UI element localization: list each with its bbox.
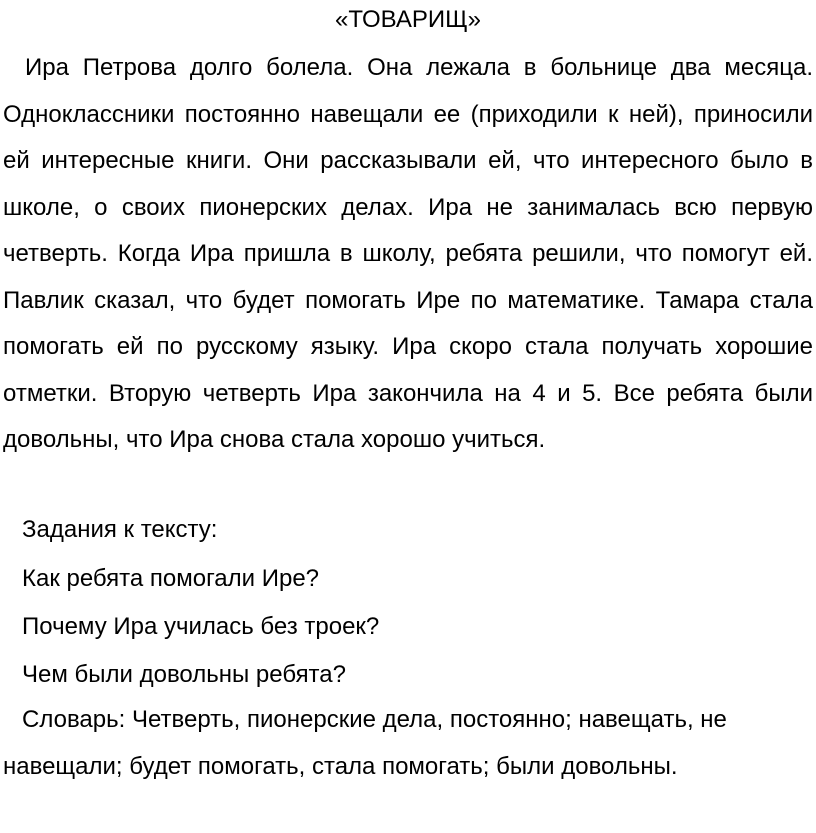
- vocabulary-paragraph: Словарь: Четверть, пионерские дела, постоянно; навещать, не навещали; будет помогать, стала помогать; были довольны.: [3, 706, 727, 780]
- document-title: «ТОВАРИЩ»: [335, 6, 481, 33]
- question-1: Как ребята помогали Ире?: [22, 565, 320, 592]
- question-3: Чем были довольны ребята?: [22, 661, 346, 688]
- question-2: Почему Ира училась без троек?: [22, 613, 380, 640]
- tasks-heading: Задания к тексту:: [22, 516, 218, 543]
- story-paragraph: Ира Петрова долго болела. Она лежала в больнице два месяца. Одноклассники постоянно навещали ее (приходили к ней), приносили ей интересные книги. Они рассказывали ей, что интересного было в школе, о своих пионерских делах. Ира не занималась всю первую четверть. Когда Ира пришла в школу, ребята решили, что помогут ей. Павлик сказал, что будет помогать Ире по математике. Тамара стала помогать ей по русскому языку. Ира скоро стала получать хорошие отметки. Вторую четверть Ира закончила на 4 и 5. Все ребята были довольны, что Ира снова стала хорошо учиться.: [3, 54, 813, 453]
